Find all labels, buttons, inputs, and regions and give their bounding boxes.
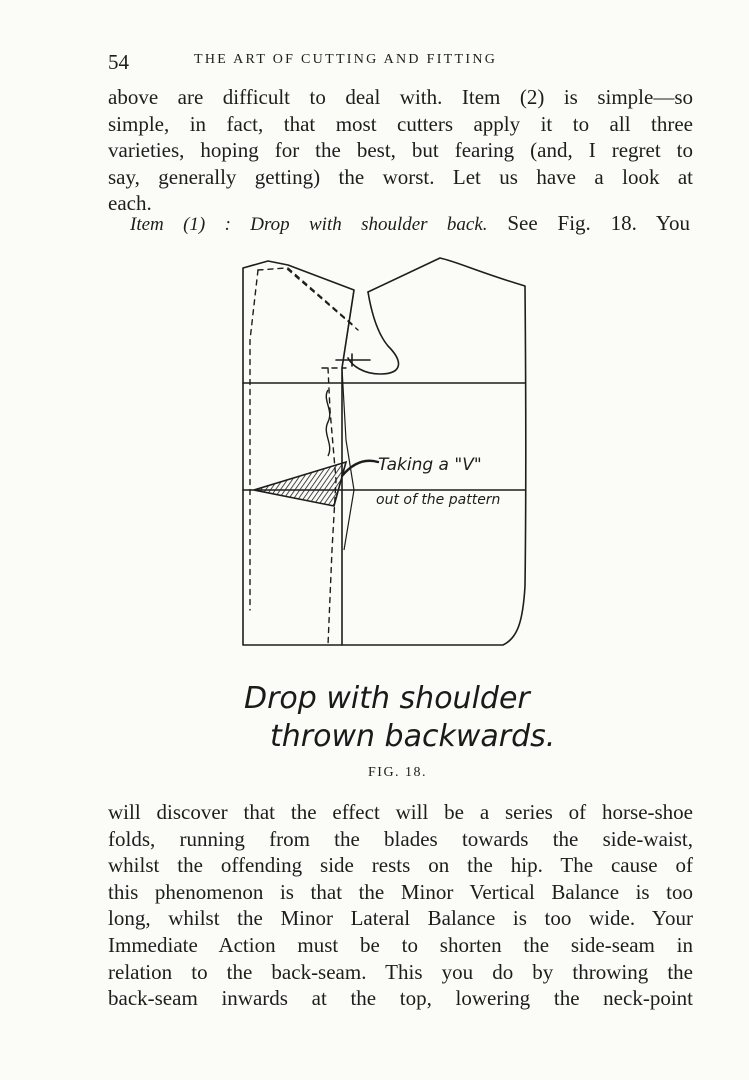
item-heading: Item (1) : Drop with shoulder back. (130, 214, 488, 235)
back-piece-outline (243, 261, 354, 645)
page-header (108, 48, 693, 78)
text-line: each. (108, 191, 152, 216)
text-line: varieties, hoping for the best, but fearing (and, I regret to (108, 138, 693, 163)
armhole-curve (348, 292, 398, 374)
item-heading-line (130, 211, 690, 236)
annotation-line-2: out of the pattern (376, 492, 501, 508)
text-line: relation to the back-seam. This you do by throwing the (108, 959, 693, 984)
figure-caption (244, 680, 604, 756)
text-line: above are difficult to deal with. Item (2) is simple—so (108, 85, 693, 109)
text-line: folds, running from the blades towards the side-waist, (108, 826, 693, 851)
original-shoulder-line (258, 268, 358, 330)
text-line: this phenomenon is that the Minor Vertical Balance is too (108, 879, 693, 904)
figure-caption-line: Drop with shoulder (244, 681, 530, 716)
annotation-line-1: Taking a "V" (378, 455, 482, 475)
annotation-arrow (342, 461, 378, 476)
item-heading-rest: See Fig. 18. You (487, 211, 690, 235)
text-line: whilst the offending side rests on the hip. The cause of (108, 853, 693, 878)
pattern-diagram (228, 250, 548, 650)
figure-label: FIG. 18. (368, 765, 428, 780)
text-line: Immediate Action must be to shorten the side-seam in (108, 932, 693, 957)
figure-caption-line: thrown backwards. (270, 719, 556, 754)
text-line: back-seam inwards at the top, lowering the neck-point (108, 986, 693, 1011)
text-line: will discover that the effect will be a series of horse-shoe (108, 800, 693, 824)
front-piece-outline (342, 258, 526, 645)
page-number: 54 (108, 50, 129, 74)
v-dart (254, 462, 346, 506)
running-head: THE ART OF CUTTING AND FITTING (194, 52, 498, 67)
text-line: simple, in fact, that most cutters apply it to all three (108, 111, 693, 136)
pattern-figure (228, 250, 548, 650)
paragraph-top (108, 84, 693, 217)
text-line: say, generally getting) the worst. Let us have a look at (108, 164, 693, 189)
original-back-edge (250, 270, 258, 610)
paragraph-bottom (108, 799, 693, 1012)
text-line: long, whilst the Minor Lateral Balance is too wide. Your (108, 906, 693, 931)
